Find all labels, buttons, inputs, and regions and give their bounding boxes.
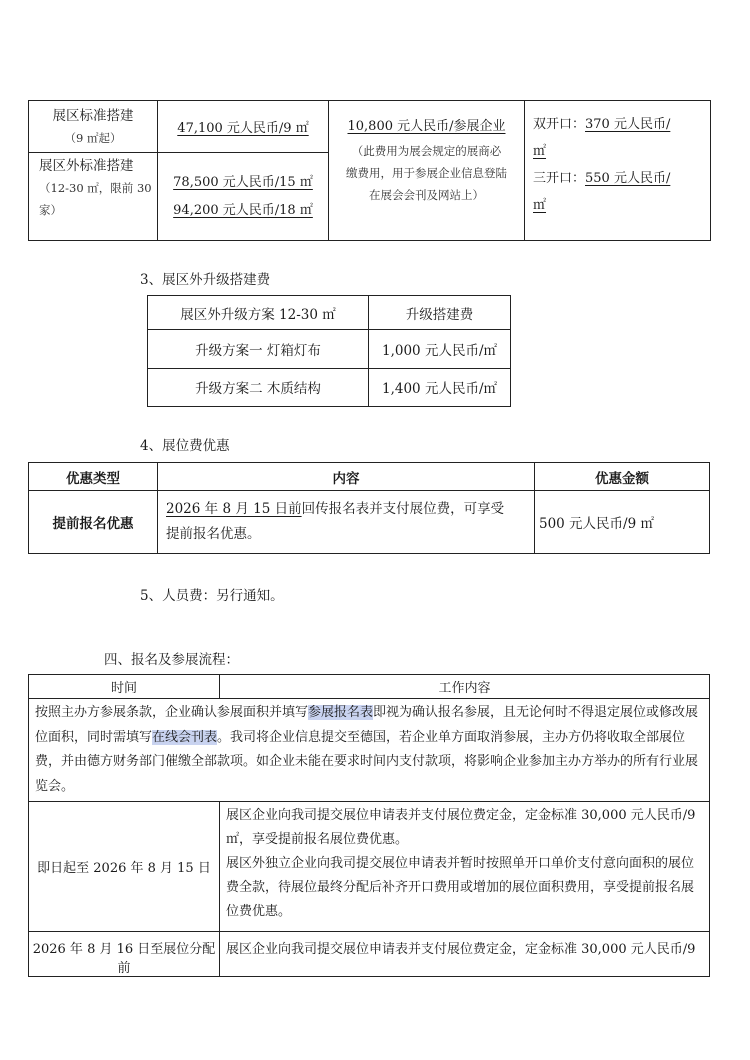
open2-unit: ㎡ [533,144,547,159]
open2-label: 双开口： [533,117,586,132]
row2-price-b: 94,200 元人民币/18 ㎡ [173,202,313,218]
process-work-b: 展区外独立企业向我司提交展位申请表并暂时按照单开口单价支付意向面积的展位费全款，待展位最终分配后补齐开口费用或增加的展位面积费用，享受提前报名展位费优惠。 [226,856,695,919]
open3-value: 550 元人民币/ [585,171,671,186]
upgrade-fee: 1,400 元人民币/㎡ [369,368,511,406]
discount-amount: 500 元人民币/9 ㎡ [535,491,710,554]
booth-fee-table [28,100,711,241]
row2-sublabel-cont: 家） [39,203,62,217]
section3-heading: 3、展区外升级搭建费 [140,272,271,288]
open3-unit: ㎡ [533,198,547,213]
discount-header-type: 优惠类型 [29,463,158,491]
discount-header-amount: 优惠金额 [535,463,710,491]
row2-sublabel: （12-30 ㎡，限前 30 [39,181,152,195]
fee-note-3: 在展会会刊及网站上） [369,188,484,202]
upgrade-plan: 升级方案一 灯箱灯布 [148,330,369,368]
row2-price-a: 78,500 元人民币/15 ㎡ [173,174,313,190]
process-notice [29,699,710,802]
notice-text-2: 即视为确认报名参展，且无论何时不得退定展位或修改展位面积，同时需填写 [35,705,699,745]
upgrade-plan: 升级方案二 木质结构 [148,368,369,406]
process-table [28,674,710,977]
process-work-a: 展区企业向我司提交展位申请表并支付展位费定金，定金标准 30,000 元人民币/9 ㎡，享受提前报名展位费优惠。 [226,808,696,847]
discount-header-content: 内容 [158,463,535,491]
fee-note-1: （此费用为展会规定的展商必 [351,144,502,158]
row2-label: 展区外标准搭建 [39,158,134,174]
section5-text: 5、人员费：另行通知。 [140,588,284,604]
price-cell [158,153,329,241]
upgrade-fee: 1,000 元人民币/㎡ [369,330,511,368]
fee-note-2: 缴费用，用于参展企业信息登陆 [346,166,507,180]
row1-label: 展区标准搭建 [52,107,134,124]
fee-main: 10,800 元人民币/参展企业 [347,119,506,134]
row1-sublabel: （9 ㎡起） [64,130,122,145]
fee-cell [329,101,525,241]
process-work: 展区企业向我司提交展位申请表并支付展位费定金，定金标准 30,000 元人民币/9 [220,932,710,977]
upgrade-header-plan: 展区外升级方案 12-30 ㎡ [148,296,369,330]
notice-form-2: 在线会刊表 [152,729,218,745]
discount-date: 2026 年 8 月 15 日前 [166,501,302,518]
open2-value: 370 元人民币/ [585,117,671,132]
process-time: 即日起至 2026 年 8 月 15 日 [29,802,220,932]
notice-text-1: 按照主办方参展条款，企业确认参展面积并填写 [35,705,309,720]
open-cell [525,101,711,241]
process-time: 2026 年 8 月 16 日至展位分配前 [29,932,220,977]
process-work [220,802,710,932]
process-header-work: 工作内容 [220,675,710,699]
discount-content: 回传报名表并支付展位费，可享受 [301,501,505,518]
discount-table [28,462,710,554]
upgrade-header-fee: 升级搭建费 [369,296,511,330]
row1-price: 47,100 元人民币/9 ㎡ [177,121,309,136]
upgrade-table [147,295,511,407]
process-header-time: 时间 [29,675,220,699]
open3-label: 三开口： [533,171,586,186]
discount-type: 提前报名优惠 [29,491,158,554]
discount-content-line2: 提前报名优惠。 [166,526,261,543]
section4-heading: 4、展位费优惠 [140,438,230,454]
label-cell [29,101,158,153]
price-cell [158,101,329,153]
notice-text-3: 。我司将企业信息提交至德国，若企业单方面取消参展，主办方仍将收取全部展位费，并由德方财务部门催缴全部款项。如企业未能在要求时间内支付款项，将影响企业参加主办方举办的所有行业展览会。 [35,729,699,794]
section-iv-heading: 四、报名及参展流程： [104,652,239,668]
notice-form-1: 参展报名表 [308,705,374,720]
label-cell [29,153,158,241]
discount-content-cell [158,491,535,554]
